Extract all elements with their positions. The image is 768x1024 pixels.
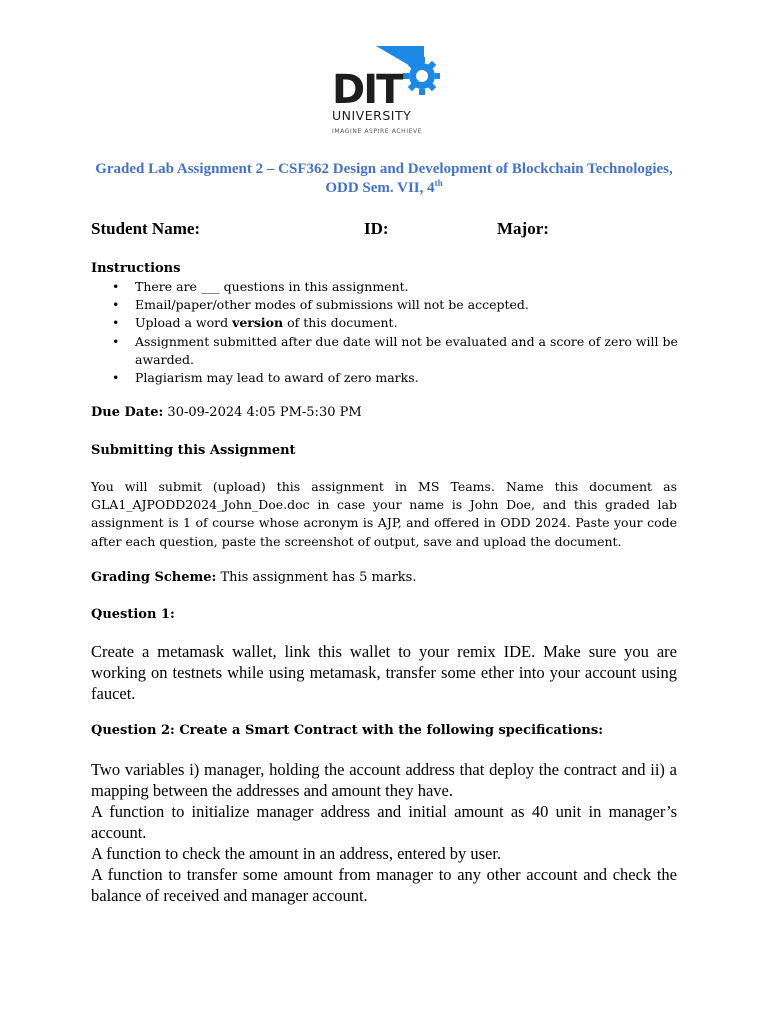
list-item: • Email/paper/other modes of submissions will not be accepted. bbox=[112, 297, 529, 313]
list-item: • Upload a word version of this document. bbox=[112, 315, 398, 331]
id-label: ID: bbox=[364, 219, 389, 238]
grading-scheme: Grading Scheme: This assignment has 5 marks. bbox=[91, 570, 417, 585]
assignment-title bbox=[60, 160, 708, 198]
question-1-text: Create a metamask wallet, link this wallet to your remix IDE. Make sure you are working on testnets while using metamask, transfer some ether into your account using faucet. bbox=[91, 642, 677, 703]
university-logo bbox=[330, 46, 440, 142]
list-item: • There are ___ questions in this assignment. bbox=[112, 279, 409, 294]
due-date: Due Date: 30-09-2024 4:05 PM-5:30 PM bbox=[91, 405, 362, 420]
question-2-line: Two variables i) manager, holding the account address that deploy the contract and ii) a mapping between the addresses and amount they have. bbox=[91, 760, 677, 800]
title-line-2: ODD Sem. VII, 4th bbox=[325, 178, 443, 196]
question-2-body bbox=[91, 759, 677, 906]
logo-tagline: IMAGINE ASPIRE ACHIEVE bbox=[332, 128, 423, 135]
instructions-heading: Instructions bbox=[91, 261, 181, 276]
title-superscript: th bbox=[434, 178, 443, 188]
list-item: • Assignment submitted after due date will not be evaluated and a score of zero will be awarded. bbox=[112, 333, 678, 367]
question-1-heading: Question 1: bbox=[91, 607, 175, 622]
major-label: Major: bbox=[497, 219, 549, 238]
question-2-line: A function to transfer some amount from manager to any other account and check the balance of received and manager account. bbox=[91, 865, 677, 905]
logo-dit-text: DIT bbox=[332, 67, 402, 113]
question-2-heading: Question 2: Create a Smart Contract with the following specifications: bbox=[91, 723, 603, 738]
question-2-line: A function to initialize manager address and initial amount as 40 unit in manager’s account. bbox=[91, 802, 677, 842]
student-name-label: Student Name: bbox=[91, 219, 201, 238]
list-item: • Plagiarism may lead to award of zero marks. bbox=[112, 370, 419, 386]
logo-university-text: UNIVERSITY bbox=[332, 108, 412, 123]
question-2-line: A function to check the amount in an address, entered by user. bbox=[91, 844, 502, 863]
submitting-text: You will submit (upload) this assignment in MS Teams. Name this document as GLA1_AJPODD2024_John_Doe.doc in case your name is John Doe, and this graded lab assignment is 1 of course whose acronym is AJP, and offered in ODD 2024. Paste your code after each question, paste the screenshot of output, save and upload the document. bbox=[91, 479, 677, 549]
title-line-1: Graded Lab Assignment 2 – CSF362 Design and Development of Blockchain Technologies, bbox=[95, 161, 673, 177]
instructions-list bbox=[91, 278, 681, 387]
submitting-heading: Submitting this Assignment bbox=[91, 443, 296, 458]
